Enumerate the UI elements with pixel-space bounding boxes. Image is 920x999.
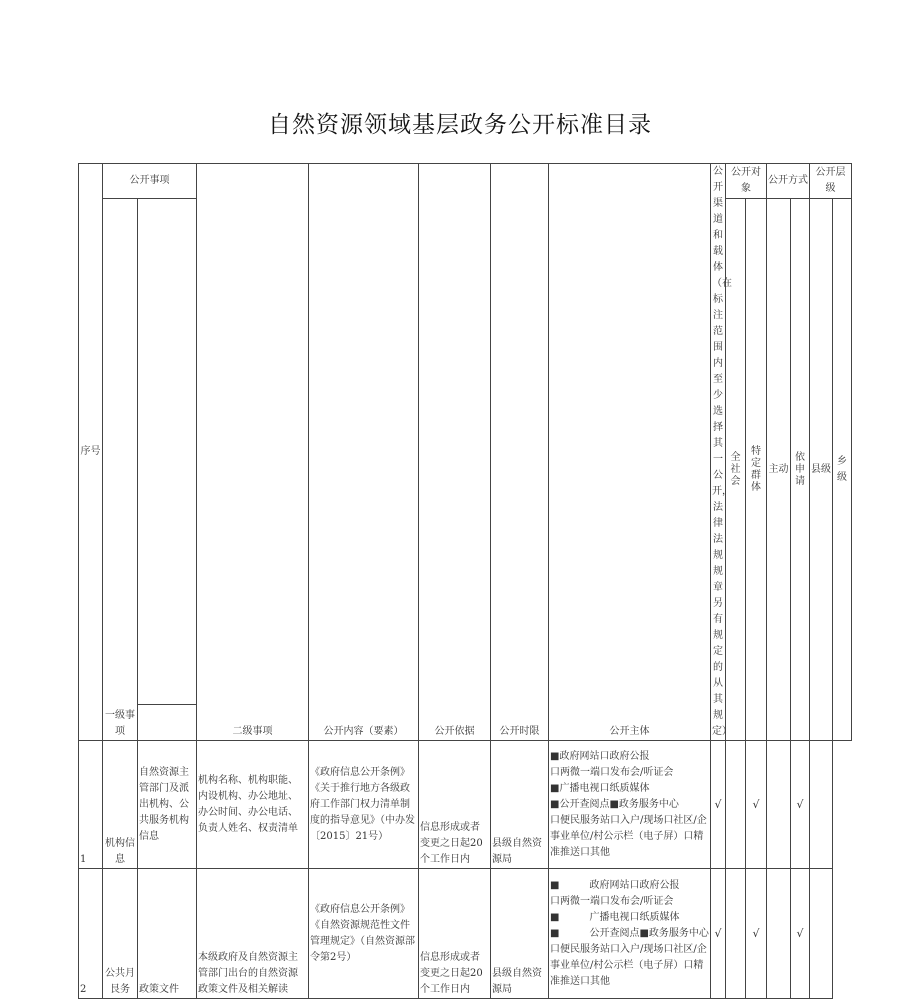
row-target-all: √: [711, 869, 726, 999]
header-level2: 二级事项: [197, 164, 309, 741]
row-level2: 自然资源主管部门及派出机构、公共服务机构信息: [138, 741, 197, 869]
row-content: 机构名称、机构职能、内设机构、办公地址、办公时间、办公电话、负责人姓名、权责清单: [197, 741, 309, 869]
channel-line: ■广播电视口纸质媒体: [550, 782, 650, 794]
header-mode-request: 依申请: [791, 199, 810, 741]
row-subject: 县级自然资源局: [491, 741, 549, 869]
row-level-county: √: [791, 741, 810, 869]
catalog-table: [78, 163, 852, 999]
header-level: 公开层级: [810, 164, 852, 199]
row-level-town: [810, 741, 833, 869]
channel-line: 口便民服务站口入户/现场口社区/企事业单位/村公示栏（电子屏）口精准推送口其他: [550, 814, 707, 858]
header-basis: 公开依据: [419, 164, 491, 741]
row-mode-request: [767, 869, 791, 999]
row-level-county: √: [791, 869, 810, 999]
header-content: 公开内容（要素）: [309, 164, 419, 741]
header-mode: 公开方式: [767, 164, 810, 199]
channel-line: ■ 政府网站口政府公报: [550, 879, 680, 891]
header-target-specific: 特定群体: [746, 199, 767, 741]
header-level-county: 县级: [810, 199, 833, 741]
row-level2: 政策文件: [138, 869, 197, 999]
channel-line: ■ 公开查阅点■政务服务中心: [550, 927, 709, 939]
row-mode-request: [767, 741, 791, 869]
header-time-limit: 公开时限: [491, 164, 549, 741]
header-subject: 公开主体: [549, 164, 711, 741]
channel-line: 口两微一端口发布会/听证会: [550, 766, 674, 778]
row-time-limit: 信息形成或者变更之日起20个工作日内: [419, 741, 491, 869]
row-target-specific: [726, 741, 746, 869]
header-blank-2: [138, 705, 197, 741]
channel-line: ■公开查阅点■政务服务中心: [550, 798, 679, 810]
row-mode-active: √: [746, 741, 767, 869]
row-target-all: √: [711, 741, 726, 869]
row-channels: [549, 869, 711, 999]
header-channels: 公开渠道和载体（在标注范围内至少选择其一公开，法律法规规章另有规定的从其规定）: [711, 164, 726, 741]
row-level1: 机构信息: [103, 741, 138, 869]
row-seq: 1: [79, 741, 103, 869]
table-row: [79, 741, 852, 869]
row-time-limit: 信息形成或者变更之日起20个工作日内: [419, 869, 491, 999]
row-level1: 公共月艮务: [103, 869, 138, 999]
row-channels: [549, 741, 711, 869]
row-content: 本级政府及自然资源主管部门出台的自然资源政策文件及相关解读: [197, 869, 309, 999]
row-basis: 《政府信息公开条例》《关于推行地方各级政府工作部门权力清单制度的指导意见》（中办发〔2015〕21号）: [309, 741, 419, 869]
channel-line: ■政府网站口政府公报: [550, 750, 650, 762]
row-seq: 2: [79, 869, 103, 999]
header-mode-active: 主动: [767, 199, 791, 741]
row-level-town: [810, 869, 833, 999]
row-target-specific: [726, 869, 746, 999]
table-row: [79, 869, 852, 999]
channel-line: ■ 广播电视口纸质媒体: [550, 911, 680, 923]
page-title: 自然资源领域基层政务公开标准目录: [268, 112, 652, 138]
header-level1: 一级事项: [103, 199, 138, 741]
header-target-all: 全社会: [726, 199, 746, 741]
header-public-items: 公开事项: [103, 164, 197, 199]
header-blank: [138, 199, 197, 705]
header-target: 公开对象: [726, 164, 767, 199]
row-subject: 县级自然资源局: [491, 869, 549, 999]
channel-line: 口便民服务站口入户/现场口社区/企事业单位/村公示栏（电子屏）口精准推送口其他: [550, 943, 707, 987]
row-mode-active: √: [746, 869, 767, 999]
header-seq: 序号: [79, 164, 103, 741]
channel-line: 口两微一端口发布会/听证会: [550, 895, 674, 907]
header-level-town: 乡级: [833, 199, 852, 741]
row-basis: 《政府信息公开条例》《自然资源规范性文件管理规定》（自然资源部令第2号）: [309, 869, 419, 999]
